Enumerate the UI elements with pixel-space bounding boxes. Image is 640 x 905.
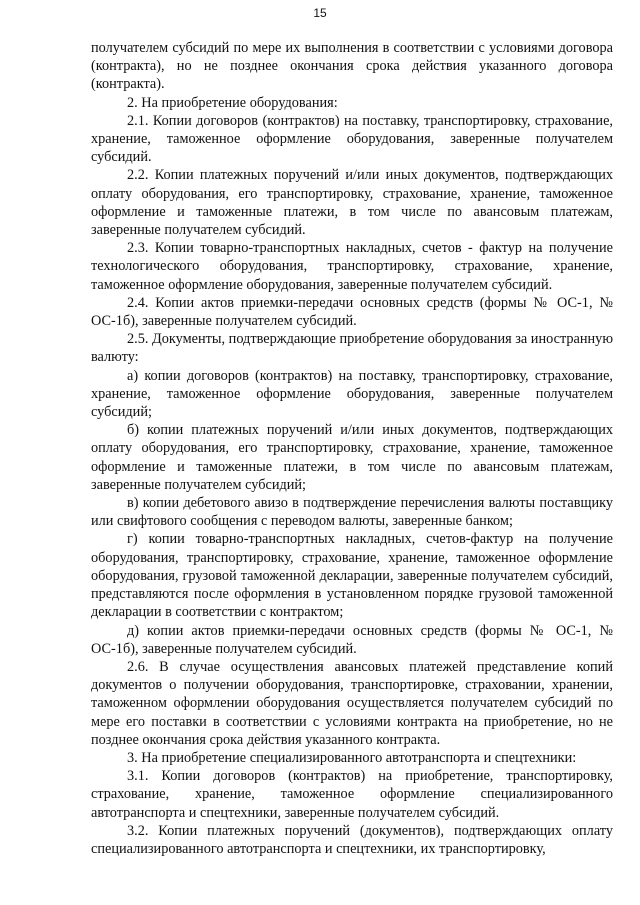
paragraph: г) копии товарно-транспортных накладных, счетов-фактур на получение оборудования, транспортировку, страхование, хранение, таможенное оформление оборудования, грузовой таможенной декларации, заверенные получателем субсидий, представляются после оформления в установленном порядке грузовой таможенной декларации в соответствии с контрактом;	[91, 531, 613, 621]
paragraph: 2.5. Документы, подтверждающие приобретение оборудования за иностранную валюту:	[91, 331, 614, 366]
paragraph: 3.1. Копии договоров (контрактов) на приобретение, транспортировку, страхование, хранение, таможенное оформление специализированного автотранспорта и спецтехники, заверенные получателем субсидий.	[91, 768, 613, 821]
paragraph: 3.2. Копии платежных поручений (документов), подтверждающих оплату специализированного автотранспорта и спецтехники, их транспортировку,	[91, 822, 613, 857]
paragraph: д) копии актов приемки-передачи основных средств (формы № ОС-1, № ОС-1б), заверенные получателем субсидий.	[91, 622, 613, 657]
paragraph: получателем субсидий по мере их выполнения в соответствии с условиями договора (контракта), но не позднее окончания срока действия указанного договора (контракта).	[91, 40, 613, 93]
paragraph: 2.3. Копии товарно-транспортных накладных, счетов - фактур на получение технологического оборудования, транспортировку, страхование, хранение, таможенное оформление оборудования, заверенные получателем субсидий.	[91, 240, 613, 293]
paragraph: в) копии дебетового авизо в подтверждение перечисления валюты поставщику или свифтового сообщения с переводом валюты, заверенные банком;	[91, 495, 613, 530]
document-body	[91, 39, 613, 858]
paragraph: 3. На приобретение специализированного автотранспорта и спецтехники:	[127, 749, 577, 766]
paragraph: а) копии договоров (контрактов) на поставку, транспортировку, страхование, хранение, таможенное оформление оборудования, заверенные получателем субсидий;	[91, 367, 613, 421]
paragraph: б) копии платежных поручений и/или иных документов, подтверждающих оплату оборудования, его транспортировку, страхование, хранение, таможенное оформление и таможенные платежи, в том числе по авансовым платежам, заверенные получателем субсидий;	[91, 422, 613, 493]
page-number: 15	[313, 6, 327, 20]
paragraph: 2.1. Копии договоров (контрактов) на поставку, транспортировку, страхование, хранение, таможенное оформление оборудования, заверенные получателем субсидий.	[91, 112, 613, 166]
paragraph: 2.4. Копии актов приемки-передачи основных средств (формы № ОС-1, № ОС-1б), заверенные получателем субсидий.	[91, 294, 613, 330]
paragraph: 2.6. В случае осуществления авансовых платежей представление копий документов о получении оборудования, транспортировке, страховании, хранении, таможенном оформлении оборудования осуществляется получателем субсидий по мере его поставки в соответствии с условиями контракта на приобретение, но не позднее окончания срока действия указанного контракта.	[91, 658, 613, 748]
paragraph: 2. На приобретение оборудования:	[127, 94, 338, 111]
paragraph: 2.2. Копии платежных поручений и/или иных документов, подтверждающих оплату оборудования, его транспортировку, страхование, хранение, таможенное оформление и таможенные платежи, в том числе по авансовым платежам, заверенные получателем субсидий.	[91, 167, 613, 239]
